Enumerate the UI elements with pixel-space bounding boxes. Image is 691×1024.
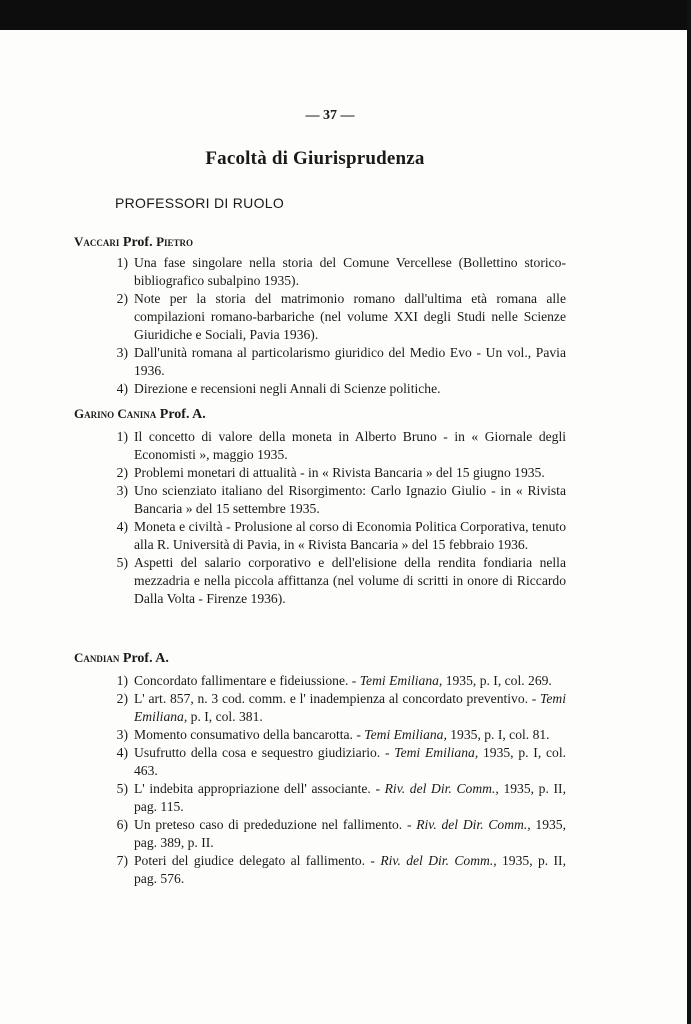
item-citation: 1935, pag. 389, p. II. [134,817,566,850]
scan-border-right [687,0,691,1024]
item-number: 4) [116,745,128,760]
publication-list-candian [106,672,566,888]
journal-name: Temi Emiliana, [364,727,447,742]
list-item [106,816,566,852]
item-text [134,852,566,888]
item-citation: p. I, col. 381. [187,709,263,724]
item-text: Problemi monetari di attualità - in « Rivista Bancaria » del 15 giugno 1935. [134,465,545,480]
author-title: Prof. A. [159,407,206,422]
list-item [106,482,566,518]
scan-border-top [0,0,691,30]
author-title: Prof. A. [122,651,169,666]
item-number: 4) [116,381,128,396]
list-item [106,254,566,290]
item-number: 7) [116,853,128,868]
item-title: Concordato fallimentare e fideiussione. - [134,673,360,688]
list-item [106,726,566,744]
list-item [106,780,566,816]
journal-name: Temi Emiliana, [134,691,566,724]
list-item [106,518,566,554]
item-number: 3) [116,345,128,360]
journal-name: Riv. del Dir. Comm., [384,781,499,796]
author-heading-garino-canina [74,406,206,423]
item-text [134,726,566,744]
list-item [106,554,566,608]
journal-name: Riv. del Dir. Comm., [380,853,497,868]
journal-name: Temi Emiliana, [394,745,479,760]
item-number: 2) [116,465,128,480]
item-title: L' indebita appropriazione dell' associante. - [134,781,385,796]
item-number: 3) [116,727,128,742]
list-item [106,744,566,780]
item-citation: 1935, p. I, col. 463. [134,745,567,778]
item-text: Una fase singolare nella storia del Comune Vercellese (Bollettino storico-bibliografico subalpino 1935). [134,255,566,288]
item-text [134,816,566,852]
item-citation: 1935, p. II, pag. 576. [134,853,566,886]
author-heading-vaccari [74,234,193,251]
page-number: — 37 — [305,108,355,123]
list-item [106,672,566,690]
item-number: 5) [116,781,128,796]
author-given-name: Pietro [156,234,194,249]
item-title: L' art. 857, n. 3 cod. comm. e l' inadempienza al concordato preventivo. - [134,691,541,706]
item-title: Usufrutto della cosa e sequestro giudiziario. - [134,745,395,760]
item-text: Moneta e civiltà - Prolusione al corso di Economia Politica Corporativa, tenuto alla R. Università di Pavia, in « Rivista Bancaria » del 15 febbraio 1936. [134,519,566,552]
item-text: Dall'unità romana al particolarismo giuridico del Medio Evo - Un vol., Pavia 1936. [134,345,566,378]
item-citation: 1935, p. II, pag. 115. [134,781,566,814]
item-text [134,672,566,690]
item-number: 5) [116,555,128,570]
item-number: 1) [116,429,128,444]
item-text [134,780,566,816]
list-item [106,380,566,398]
item-text [134,744,566,780]
author-surname: Candian [74,650,120,665]
item-text [134,690,566,726]
item-citation: 1935, p. I, col. 81. [446,727,550,742]
item-title: Poteri del giudice delegato al fallimento. - [134,853,381,868]
item-number: 2) [116,691,128,706]
item-number: 3) [116,483,128,498]
author-surname: Vaccari [74,234,120,249]
list-item [106,852,566,888]
publication-list-garino-canina [106,428,566,608]
item-text: Note per la storia del matrimonio romano dall'ultima età romana alle compilazioni romano-barbariche (nel volume XXI degli Studi nelle Scienze Giuridiche e Sociali, Pavia 1936). [134,291,566,342]
item-number: 6) [116,817,128,832]
item-citation: 1935, p. I, col. 269. [442,673,552,688]
item-number: 1) [116,673,128,688]
item-number: 1) [116,255,128,270]
list-item [106,428,566,464]
list-item [106,464,566,482]
item-text: Il concetto di valore della moneta in Alberto Bruno - in « Giornale degli Economisti », maggio 1935. [134,429,566,462]
section-heading: PROFESSORI DI RUOLO [115,195,285,211]
list-item [106,344,566,380]
list-item [106,690,566,726]
author-heading-candian [74,650,169,667]
author-title: Prof. [122,235,153,250]
item-text: Direzione e recensioni negli Annali di Scienze politiche. [134,381,441,396]
item-text: Uno scienziato italiano del Risorgimento: Carlo Ignazio Giulio - in « Rivista Bancaria » del 15 settembre 1935. [134,483,566,516]
item-number: 2) [116,291,128,306]
item-text: Aspetti del salario corporativo e dell'elisione della rendita fondiaria nella mezzadria e nella piccola affittanza (nel volume di scritti in onore di Riccardo Dalla Volta - Firenze 1936). [134,555,566,606]
faculty-title: Facoltà di Giurisprudenza [205,148,425,169]
author-surname: Garino Canina [74,406,157,421]
document-page [0,30,687,1024]
item-number: 4) [116,519,128,534]
journal-name: Temi Emiliana, [359,673,443,688]
item-title: Momento consumativo della bancarotta. - [134,727,365,742]
item-title: Un preteso caso di prededuzione nel fallimento. - [134,817,417,832]
journal-name: Riv. del Dir. Comm., [416,817,531,832]
list-item [106,290,566,344]
publication-list-vaccari [106,254,566,398]
